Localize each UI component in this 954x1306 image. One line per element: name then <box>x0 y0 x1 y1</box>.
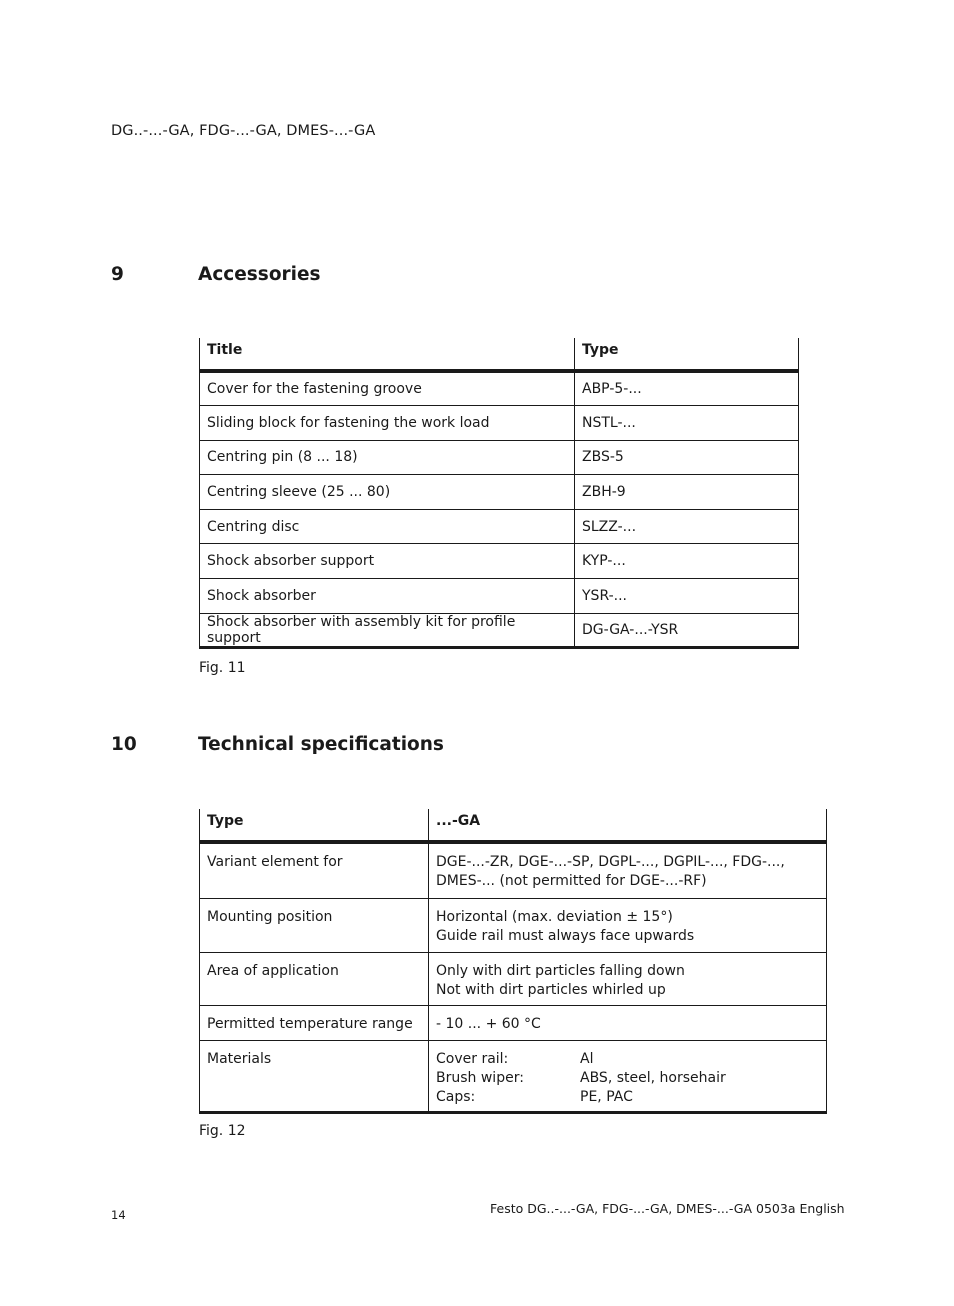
accessory-title: Sliding block for fastening the work load <box>200 406 575 441</box>
material-value: PE, PAC <box>580 1088 633 1105</box>
spec-value-line: Horizontal (max. deviation ± 15°) <box>436 908 673 925</box>
column-header-title: Title <box>200 338 575 371</box>
table-row <box>200 613 799 648</box>
document-header: DG..-...-GA, FDG-...-GA, DMES-...-GA <box>111 123 376 139</box>
accessory-type: KYP-... <box>575 544 799 579</box>
accessory-title: Cover for the fastening groove <box>200 371 575 406</box>
material-part: Brush wiper: <box>436 1069 524 1086</box>
accessory-type: YSR-... <box>575 579 799 614</box>
accessory-title: Shock absorber with assembly kit for profile support <box>200 613 575 648</box>
section-number: 9 <box>111 264 124 285</box>
accessories-table <box>199 338 799 649</box>
section-number: 10 <box>111 734 137 755</box>
spec-value <box>429 1040 827 1112</box>
accessory-type: SLZZ-... <box>575 509 799 544</box>
table-header-row <box>200 338 799 371</box>
accessory-title: Centring disc <box>200 509 575 544</box>
table-row <box>200 842 827 898</box>
table-row <box>200 1040 827 1112</box>
table-row <box>200 952 827 1005</box>
table-row <box>200 898 827 952</box>
spec-value <box>429 952 827 1005</box>
section-title: Technical specifications <box>198 734 444 755</box>
spec-value-line: Guide rail must always face upwards <box>436 927 695 944</box>
accessory-title: Shock absorber <box>200 579 575 614</box>
material-row <box>436 1069 819 1088</box>
accessory-title: Centring sleeve (25 ... 80) <box>200 475 575 510</box>
technical-specifications-table <box>199 809 827 1114</box>
spec-value-line: DGE-...-ZR, DGE-...-SP, DGPL-..., DGPIL-..., FDG-..., <box>436 854 785 870</box>
material-part: Cover rail: <box>436 1050 509 1067</box>
spec-value: - 10 ... + 60 °C <box>429 1005 827 1040</box>
material-value: ABS, steel, horsehair <box>580 1069 726 1086</box>
material-value: Al <box>580 1050 594 1067</box>
spec-label: Variant element for <box>200 842 429 898</box>
accessory-title: Shock absorber support <box>200 544 575 579</box>
spec-value <box>429 842 827 898</box>
table-row <box>200 544 799 579</box>
page-number: 14 <box>111 1208 126 1222</box>
accessory-type: DG-GA-...-YSR <box>575 613 799 648</box>
accessory-type: ABP-5-... <box>575 371 799 406</box>
table-row <box>200 475 799 510</box>
spec-value-line: Only with dirt particles falling down <box>436 962 685 979</box>
accessory-type: NSTL-... <box>575 406 799 441</box>
table-row <box>200 371 799 406</box>
accessory-type: ZBS-5 <box>575 440 799 475</box>
table-row <box>200 509 799 544</box>
spec-value <box>429 898 827 952</box>
spec-label: Mounting position <box>200 898 429 952</box>
material-row <box>436 1088 819 1107</box>
column-header-type: Type <box>200 809 429 842</box>
spec-value-line: DMES-... (not permitted for DGE-...-RF) <box>436 873 707 889</box>
column-header-ga: ...-GA <box>429 809 827 842</box>
figure-caption: Fig. 12 <box>199 1123 246 1139</box>
column-header-type: Type <box>575 338 799 371</box>
spec-label: Materials <box>200 1040 429 1112</box>
table-row <box>200 579 799 614</box>
spec-value-line: Not with dirt particles whirled up <box>436 981 666 998</box>
table-row <box>200 406 799 441</box>
accessory-type: ZBH-9 <box>575 475 799 510</box>
table-row <box>200 440 799 475</box>
figure-caption: Fig. 11 <box>199 660 246 676</box>
accessory-title: Centring pin (8 ... 18) <box>200 440 575 475</box>
material-part: Caps: <box>436 1088 476 1105</box>
material-row <box>436 1050 819 1069</box>
section-title: Accessories <box>198 264 321 285</box>
table-row <box>200 1005 827 1040</box>
footer-document-info: Festo DG..-...-GA, FDG-...-GA, DMES-...-GA 0503a English <box>490 1201 845 1216</box>
spec-label: Area of application <box>200 952 429 1005</box>
table-header-row <box>200 809 827 842</box>
spec-label: Permitted temperature range <box>200 1005 429 1040</box>
